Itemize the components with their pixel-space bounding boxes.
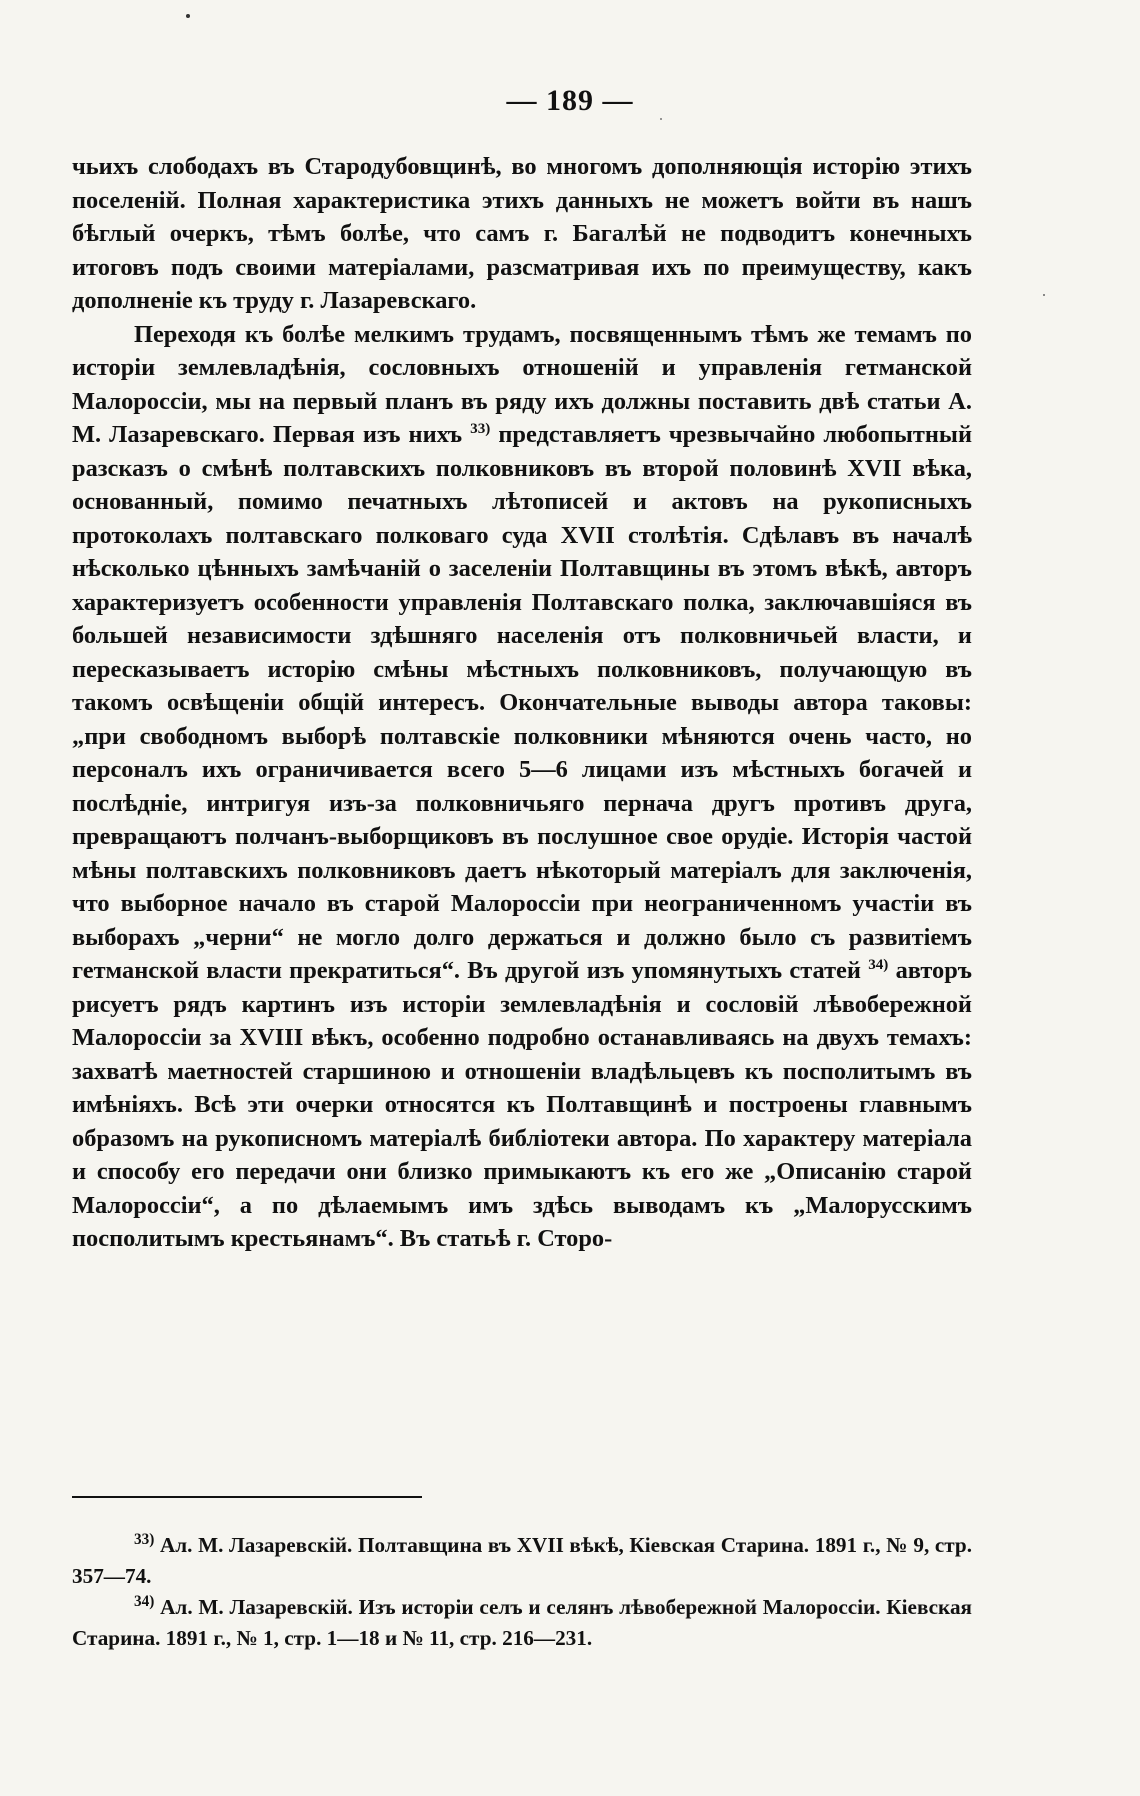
page-number: — 189 — [506,84,634,117]
footnote-33-text: Ал. М. Лазаревскій. Полтавщина въ XVII вѣкѣ, Кіевская Старина. 1891 г., № 9, стр. 357—74. [72,1533,973,1588]
footnote-reference-33[interactable]: 33) [470,420,491,437]
footnote-separator [72,1496,422,1498]
body-paragraph-2 [72,318,972,1256]
footnote-33-marker: 33) [134,1530,155,1548]
body-paragraph-1: чьихъ слободахъ въ Стародубовщинѣ, во многомъ дополняющія исторію этихъ поселеній. Полная характеристика этихъ данныхъ не можетъ войти въ нашъ бѣглый очеркъ, тѣмъ болѣе, что самъ г. Багалѣй не подводитъ конечныхъ итоговъ подъ своими матеріалами, разсматривая ихъ по преимуществу, какъ дополненіе къ труду г. Лазаревскаго. [72,153,972,314]
footnote-34-marker: 34) [134,1592,155,1610]
footnotes [72,1530,972,1654]
footnote-33 [72,1530,972,1592]
scan-speck [186,14,190,18]
body-paragraph-2-part-1: Переходя къ болѣе мелкимъ трудамъ, посвященнымъ тѣмъ же темамъ по исторіи землевладѣнія, сословныхъ отношеній и управленія гетманской Малороссіи, мы на первый планъ въ ряду ихъ должны поставить двѣ статьи А. М. Лазаревскаго. Первая изъ нихъ [72,320,972,448]
scan-speck [1043,294,1045,296]
body-paragraph-2-part-3: авторъ рисуетъ рядъ картинъ изъ исторіи землевладѣнія и сословій лѣвобережной Малороссіи за XVIII вѣкъ, особенно подробно останавливаясь на двухъ темахъ: захватѣ маетностей старшиною и отношеніи владѣльцевъ къ посполитымъ въ имѣніяхъ. Всѣ эти очерки относятся къ Полтавщинѣ и построены главнымъ образомъ на рукописномъ матеріалѣ библіотеки автора. По характеру матеріала и способу его передачи они близко примыкаютъ къ его же „Описанію старой Малороссіи“, а по дѣлаемымъ имъ здѣсь выводамъ къ „Малорусскимъ посполитымъ крестьянамъ“. Въ статьѣ г. Сторо- [72,957,972,1252]
scan-speck [660,118,662,120]
main-text [72,150,972,1256]
footnote-reference-34[interactable]: 34) [868,956,889,973]
footnote-34 [72,1592,972,1654]
footnote-34-text: Ал. М. Лазаревскій. Изъ исторіи селъ и селянъ лѣвобережной Малороссіи. Кіевская Старина. 1891 г., № 1, стр. 1—18 и № 11, стр. 216—231. [72,1595,973,1650]
body-paragraph-2-part-2: представляетъ чрезвычайно любопытный разсказъ о смѣнѣ полтавскихъ полковниковъ въ второй половинѣ XVII вѣка, основанный, помимо печатныхъ лѣтописей и актовъ на рукописныхъ протоколахъ полтавскаго полковаго суда XVII столѣтія. Сдѣлавъ въ началѣ нѣсколько цѣнныхъ замѣчаній о заселеніи Полтавщины въ этомъ вѣкѣ, авторъ характеризуетъ особенности управленія Полтавскаго полка, заключавшіяся въ большей независимости здѣшняго населенія отъ полковничьей власти, и пересказываетъ исторію смѣны мѣстныхъ полковниковъ, получающую въ такомъ освѣщеніи общій интересъ. Окончательные выводы автора таковы: „при свободномъ выборѣ полтавскіе полковники мѣняются очень часто, но персоналъ ихъ ограничивается всего 5—6 лицами изъ мѣстныхъ богачей и послѣдніе, интригуя изъ-за полковничьяго пернача другъ противъ друга, превращаютъ полчанъ-выборщиковъ въ послушное свое орудіе. Исторія частой мѣны полтавскихъ полковниковъ даетъ нѣкоторый матеріалъ для заключенія, что выборное начало въ старой Малороссіи при неограниченномъ участіи въ выборахъ „черни“ не могло долго держаться и должно было съ развитіемъ гетманской власти прекратиться“. Въ другой изъ упомянутыхъ статей [72,421,972,984]
